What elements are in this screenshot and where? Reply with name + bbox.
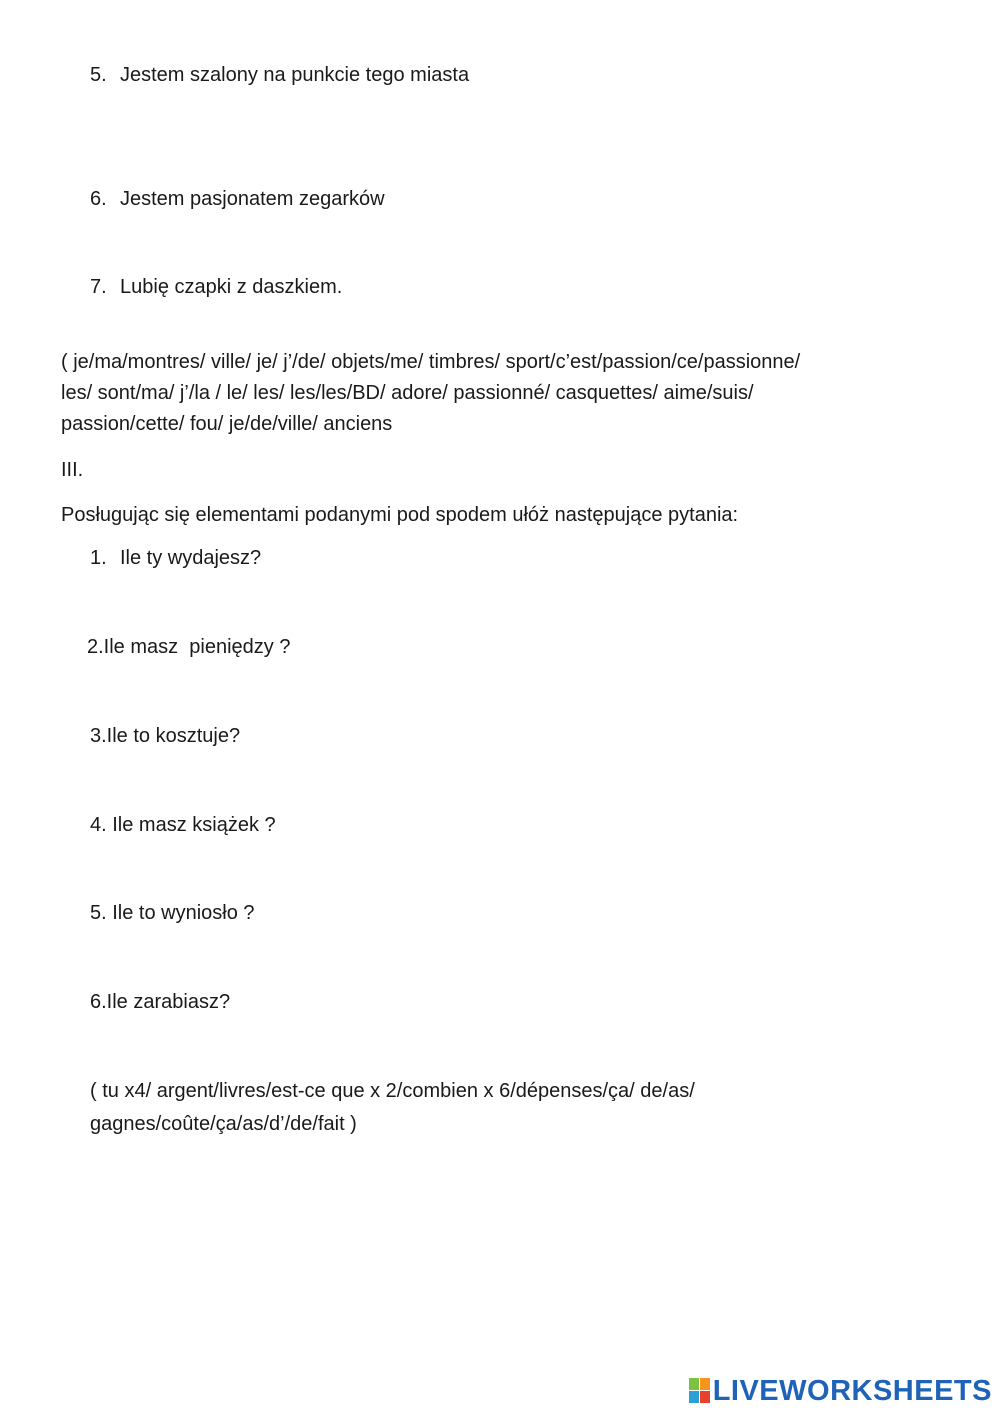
word-bank-line: les/ sont/ma/ j’/la / le/ les/ les/les/BD/ adore/ passionné/ casquettes/ aime/suis/ [61, 382, 754, 404]
list-item: 3.Ile to kosztuje? [90, 725, 241, 747]
item-text: Lubię czapki z daszkiem. [120, 276, 343, 298]
liveworksheets-logo-icon [689, 1378, 711, 1404]
list-item: 5. Ile to wyniosło ? [90, 902, 255, 924]
item-text: Ile ty wydajesz? [120, 547, 262, 569]
word-bank-line: passion/cette/ fou/ je/de/ville/ anciens [61, 413, 393, 435]
word-bank-section3 [90, 1075, 695, 1141]
list-item: 4. Ile masz książek ? [90, 814, 276, 836]
word-bank-line: gagnes/coûte/ça/as/d’/de/fait ) [90, 1113, 357, 1135]
logo-text: LIVEWORKSHEETS [712, 1374, 992, 1407]
word-bank-section2 [61, 347, 800, 440]
liveworksheets-logo [689, 1373, 992, 1409]
list-item [90, 271, 342, 303]
list-item: 2.Ile masz pieniędzy ? [87, 636, 291, 658]
item-text: Jestem szalony na punkcie tego miasta [120, 64, 470, 86]
section-instruction: Posługując się elementami podanymi pod spodem ułóż następujące pytania: [61, 504, 739, 526]
list-item [90, 59, 469, 91]
list-item: 6.Ile zarabiasz? [90, 991, 231, 1013]
item-number: 7. [90, 276, 107, 298]
word-bank-line: ( tu x4/ argent/livres/est-ce que x 2/combien x 6/dépenses/ça/ de/as/ [90, 1080, 695, 1102]
item-text: Jestem pasjonatem zegarków [120, 188, 385, 210]
item-number: 6. [90, 188, 107, 210]
list-item [90, 183, 385, 215]
item-number: 1. [90, 547, 107, 569]
section-heading: III. [61, 459, 84, 481]
list-item [90, 542, 261, 574]
item-number: 5. [90, 64, 107, 86]
word-bank-line: ( je/ma/montres/ ville/ je/ j’/de/ objets/me/ timbres/ sport/c’est/passion/ce/passionne/ [61, 351, 801, 373]
